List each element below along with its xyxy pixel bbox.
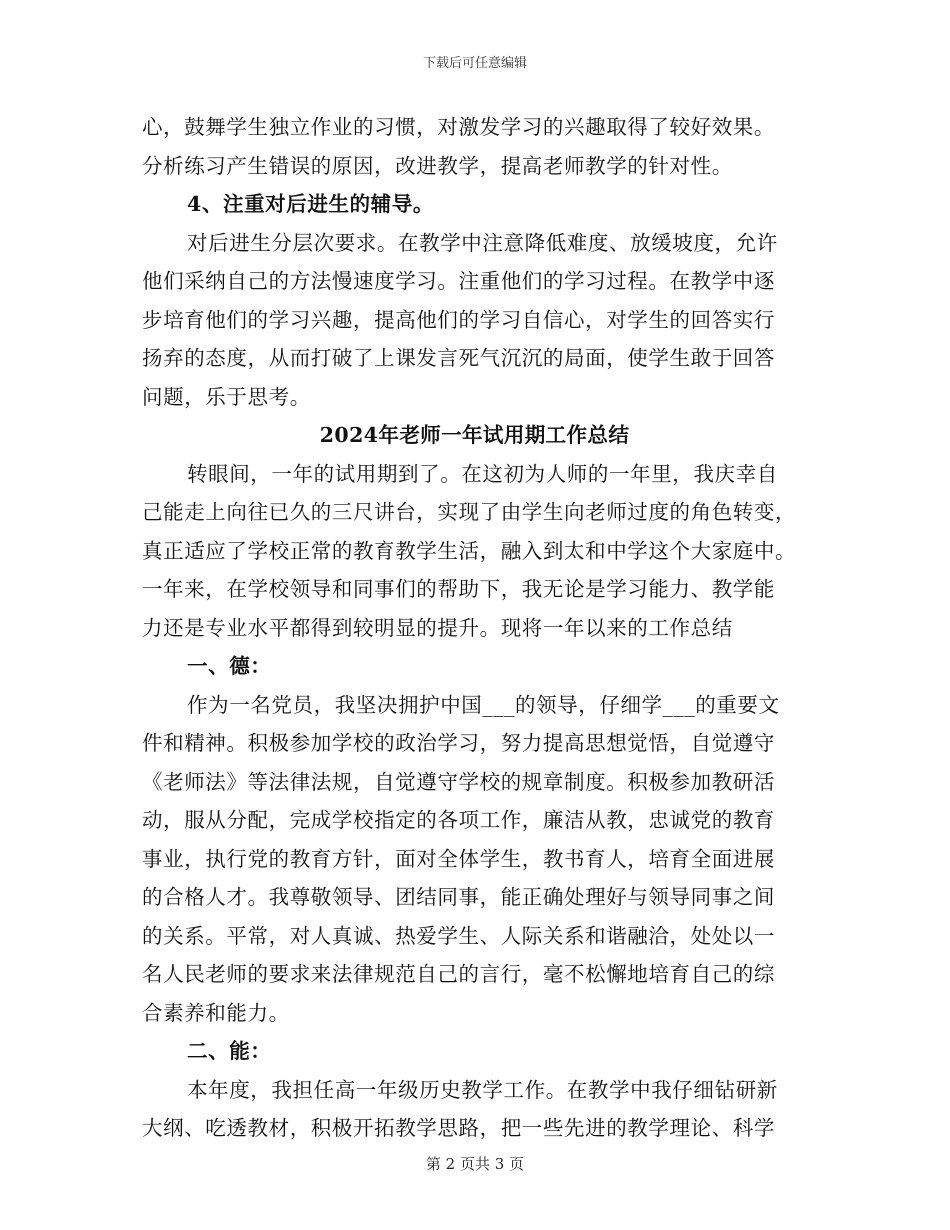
- paragraph-line: 名人民老师的要求来法律规范自己的言行，毫不松懈地培育自己的综: [142, 962, 775, 986]
- section-heading: 4、注重对后进生的辅导。: [187, 192, 434, 216]
- paragraph-line: 《老师法》等法律法规，自觉遵守学校的规章制度。积极参加教研活: [142, 769, 775, 794]
- paragraph-line: 真正适应了学校正常的教育教学生活，融入到太和中学这个大家庭中。: [142, 538, 797, 563]
- document-title: 2024年老师一年试用期工作总结: [319, 423, 630, 447]
- page-footer: 第 2 页共 3 页: [425, 1155, 525, 1173]
- paragraph-line: 他们采纳自己的方法慢速度学习。注重他们的学习过程。在教学中逐: [142, 269, 775, 293]
- paragraph-line: 力还是专业水平都得到较明显的提升。现将一年以来的工作总结: [142, 615, 733, 640]
- paragraph-line: 对后进生分层次要求。在教学中注意降低难度、放缓坡度，允许: [187, 230, 778, 255]
- paragraph-line: 转眼间，一年的试用期到了。在这初为人师的一年里，我庆幸自: [187, 461, 778, 486]
- paragraph-line: 分析练习产生错误的原因，改进教学，提高老师教学的针对性。: [142, 153, 733, 178]
- paragraph-line: 合素养和能力。: [142, 1000, 290, 1025]
- paragraph-line: 一年来，在学校领导和同事们的帮助下，我无论是学习能力、教学能: [142, 577, 775, 601]
- paragraph-line: 本年度，我担任高一年级历史教学工作。在教学中我仔细钻研新: [187, 1077, 778, 1102]
- section-heading: 一、德：: [187, 654, 272, 678]
- paragraph-line: 己能走上向往已久的三尺讲台，实现了由学生向老师过度的角色转变，: [142, 500, 797, 524]
- document-body: [142, 108, 807, 1148]
- paragraph-line: 的合格人才。我尊敬领导、团结同事，能正确处理好与领导同事之间: [142, 885, 775, 909]
- paragraph-line: 作为一名党员，我坚决拥护中国___的领导，仔细学___的重要文: [187, 692, 780, 717]
- paragraph-line: 事业，执行党的教育方针，面对全体学生，教书育人，培育全面进展: [142, 846, 775, 871]
- paragraph-line: 心，鼓舞学生独立作业的习惯，对激发学习的兴趣取得了较好效果。: [142, 115, 775, 139]
- paragraph-line: 扬弃的态度，从而打破了上课发言死气沉沉的局面，使学生敢于回答: [142, 346, 775, 370]
- paragraph-line: 的关系。平常，对人真诚、热爱学生、人际关系和谐融洽，处处以一: [142, 923, 775, 948]
- paragraph-line: 问题，乐于思考。: [142, 384, 311, 409]
- section-heading: 二、能：: [187, 1039, 272, 1063]
- paragraph-line: 大纲、吃透教材，积极开拓教学思路，把一些先进的教学理论、科学: [142, 1116, 775, 1140]
- paragraph-line: 件和精神。积极参加学校的政治学习，努力提高思想觉悟，自觉遵守: [142, 731, 775, 755]
- paragraph-line: 步培育他们的学习兴趣，提高他们的学习自信心，对学生的回答实行: [142, 307, 775, 332]
- page-header: 下载后可任意编辑: [422, 56, 527, 71]
- paragraph-line: 动，服从分配，完成学校指定的各项工作，廉洁从教，忠诚党的教育: [142, 808, 775, 832]
